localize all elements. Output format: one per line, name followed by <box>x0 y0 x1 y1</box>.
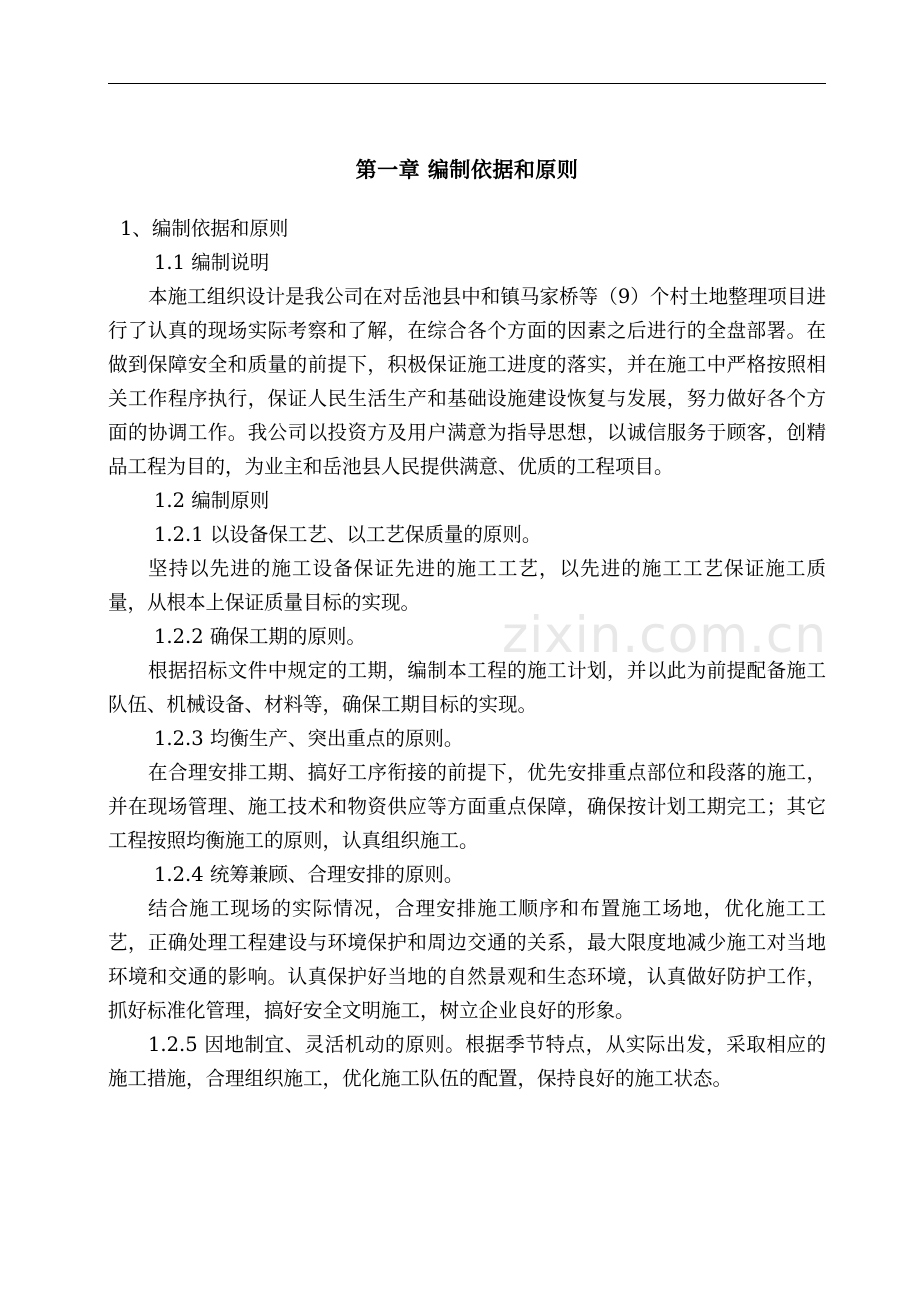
principle-heading-1-2-4: 1.2.4 统筹兼顾、合理安排的原则。 <box>154 863 464 886</box>
section-heading-1: 1、编制依据和原则 <box>120 217 289 240</box>
paragraph-compilation-description: 本施工组织设计是我公司在对岳池县中和镇马家桥等（9）个村土地整理项目进行了认真的现场实际考察和了解，在综合各个方面的因素之后进行的全盘部署。在做到保障安全和质量的前提下，积极保证施工进度的落实，并在施工中严格按照相关工作程序执行，保证人民生活生产和基础设施建设恢复与发展，努力做好各个方面的协调工作。我公司以投资方及用户满意为指导思想，以诚信服务于顾客，创精品工程为目的，为业主和岳池县人民提供满意、优质的工程项目。 <box>108 285 826 478</box>
subsection-heading-1-1: 1.1 编制说明 <box>154 251 270 274</box>
chapter-title: 第一章 编制依据和原则 <box>355 158 579 182</box>
paragraph-principle-1-2-4: 结合施工现场的实际情况，合理安排施工顺序和布置施工场地，优化施工工艺，正确处理工程建设与环境保护和周边交通的关系，最大限度地减少施工对当地环境和交通的影响。认真保护好当地的自然景观和生态环境，认真做好防护工作，抓好标准化管理，搞好安全文明施工，树立企业良好的形象。 <box>108 897 826 1022</box>
paragraph-principle-1-2-2: 根据招标文件中规定的工期，编制本工程的施工计划，并以此为前提配备施工队伍、机械设备、材料等，确保工期目标的实现。 <box>108 659 826 716</box>
document-body <box>108 150 826 1096</box>
subsection-heading-1-2: 1.2 编制原则 <box>154 489 270 512</box>
header-rule <box>108 83 826 84</box>
principle-heading-1-2-3: 1.2.3 均衡生产、突出重点的原则。 <box>154 727 464 750</box>
principle-heading-1-2-1: 1.2.1 以设备保工艺、以工艺保质量的原则。 <box>154 523 542 546</box>
watermark: zixin.com.cn <box>502 606 828 664</box>
paragraph-principle-1-2-5: 1.2.5 因地制宜、灵活机动的原则。根据季节特点，从实际出发，采取相应的施工措施，合理组织施工，优化施工队伍的配置，保持良好的施工状态。 <box>108 1033 826 1090</box>
principle-heading-1-2-2: 1.2.2 确保工期的原则。 <box>154 625 366 648</box>
paragraph-principle-1-2-1: 坚持以先进的施工设备保证先进的施工工艺，以先进的施工工艺保证施工质量，从根本上保证质量目标的实现。 <box>108 557 826 614</box>
paragraph-principle-1-2-3: 在合理安排工期、搞好工序衔接的前提下，优先安排重点部位和段落的施工，并在现场管理、施工技术和物资供应等方面重点保障，确保按计划工期完工；其它工程按照均衡施工的原则，认真组织施工。 <box>108 761 826 852</box>
